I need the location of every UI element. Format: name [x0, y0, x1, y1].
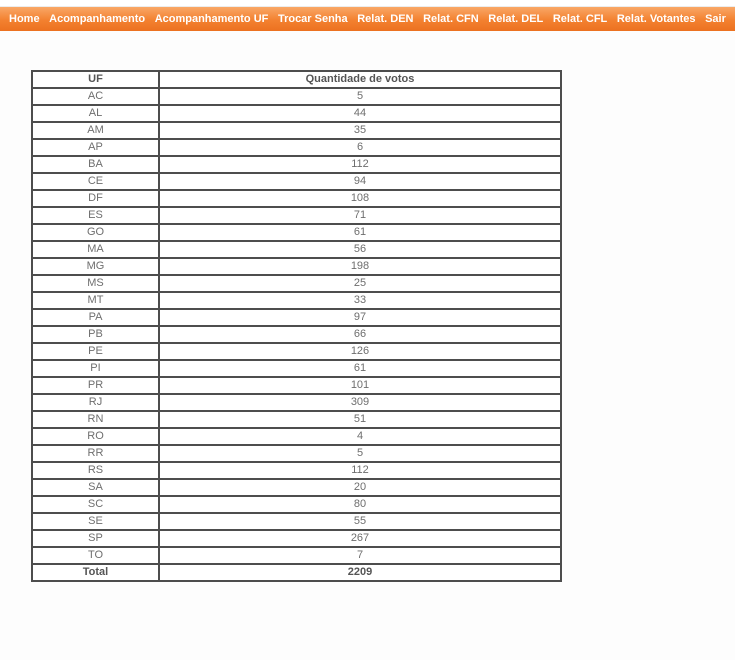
- votes-cell: 33: [159, 292, 561, 309]
- votes-cell: 6: [159, 139, 561, 156]
- uf-cell: MG: [32, 258, 159, 275]
- votes-cell: 7: [159, 547, 561, 564]
- total-value: 2209: [159, 564, 561, 581]
- nav-item-acompanhamento[interactable]: Acompanhamento: [49, 13, 146, 25]
- uf-cell: PE: [32, 343, 159, 360]
- table-row-ma: [32, 241, 561, 258]
- uf-cell: RS: [32, 462, 159, 479]
- col-header-votes: Quantidade de votos: [159, 71, 561, 88]
- table-row-pi: [32, 360, 561, 377]
- uf-cell: DF: [32, 190, 159, 207]
- nav-item-sair[interactable]: Sair: [705, 13, 726, 25]
- table-row-go: [32, 224, 561, 241]
- uf-cell: RR: [32, 445, 159, 462]
- votes-by-uf-table: [31, 70, 562, 582]
- table-row-rn: [32, 411, 561, 428]
- votes-cell: 126: [159, 343, 561, 360]
- table-row-ac: [32, 88, 561, 105]
- nav-item-trocar-senha[interactable]: Trocar Senha: [277, 13, 348, 25]
- nav-item-relat-votantes[interactable]: Relat. Votantes: [616, 13, 696, 25]
- table-row-pb: [32, 326, 561, 343]
- nav-item-relat-den[interactable]: Relat. DEN: [357, 13, 414, 25]
- col-header-uf: UF: [32, 71, 159, 88]
- top-strip: [0, 0, 735, 7]
- votes-cell: 112: [159, 156, 561, 173]
- uf-cell: PR: [32, 377, 159, 394]
- main-navbar: [0, 7, 735, 31]
- table-row-rj: [32, 394, 561, 411]
- votes-cell: 101: [159, 377, 561, 394]
- uf-cell: ES: [32, 207, 159, 224]
- votes-cell: 35: [159, 122, 561, 139]
- uf-cell: AL: [32, 105, 159, 122]
- table-row-ap: [32, 139, 561, 156]
- nav-item-relat-cfn[interactable]: Relat. CFN: [423, 13, 479, 25]
- table-row-df: [32, 190, 561, 207]
- nav-item-home[interactable]: Home: [9, 13, 40, 25]
- uf-cell: MS: [32, 275, 159, 292]
- uf-cell: BA: [32, 156, 159, 173]
- nav-item-acompanhamento-uf[interactable]: Acompanhamento UF: [154, 13, 269, 25]
- votes-cell: 66: [159, 326, 561, 343]
- votes-cell: 267: [159, 530, 561, 547]
- uf-cell: MA: [32, 241, 159, 258]
- uf-cell: CE: [32, 173, 159, 190]
- votes-cell: 20: [159, 479, 561, 496]
- votes-cell: 61: [159, 224, 561, 241]
- uf-cell: RJ: [32, 394, 159, 411]
- votes-cell: 44: [159, 105, 561, 122]
- table-row-rr: [32, 445, 561, 462]
- uf-cell: AP: [32, 139, 159, 156]
- uf-cell: SE: [32, 513, 159, 530]
- table-row-ce: [32, 173, 561, 190]
- votes-cell: 51: [159, 411, 561, 428]
- table-row-sp: [32, 530, 561, 547]
- nav-item-relat-cfl[interactable]: Relat. CFL: [552, 13, 608, 25]
- table-row-al: [32, 105, 561, 122]
- votes-cell: 56: [159, 241, 561, 258]
- table-total-row: [32, 564, 561, 581]
- uf-cell: GO: [32, 224, 159, 241]
- table-header-row: [32, 71, 561, 88]
- votes-cell: 4: [159, 428, 561, 445]
- table-row-pr: [32, 377, 561, 394]
- votes-cell: 80: [159, 496, 561, 513]
- uf-cell: SC: [32, 496, 159, 513]
- uf-cell: SP: [32, 530, 159, 547]
- uf-cell: MT: [32, 292, 159, 309]
- votes-cell: 5: [159, 88, 561, 105]
- votes-cell: 108: [159, 190, 561, 207]
- table-row-am: [32, 122, 561, 139]
- votes-cell: 112: [159, 462, 561, 479]
- votes-cell: 5: [159, 445, 561, 462]
- table-row-sc: [32, 496, 561, 513]
- nav-item-relat-del[interactable]: Relat. DEL: [488, 13, 544, 25]
- uf-cell: RO: [32, 428, 159, 445]
- uf-cell: PA: [32, 309, 159, 326]
- table-row-mg: [32, 258, 561, 275]
- table-row-mt: [32, 292, 561, 309]
- table-row-sa: [32, 479, 561, 496]
- uf-cell: SA: [32, 479, 159, 496]
- page-content: [0, 31, 735, 582]
- table-row-se: [32, 513, 561, 530]
- total-label: Total: [32, 564, 159, 581]
- table-row-ba: [32, 156, 561, 173]
- table-row-pe: [32, 343, 561, 360]
- uf-cell: AM: [32, 122, 159, 139]
- table-row-rs: [32, 462, 561, 479]
- votes-cell: 25: [159, 275, 561, 292]
- uf-cell: PI: [32, 360, 159, 377]
- table-row-pa: [32, 309, 561, 326]
- uf-cell: RN: [32, 411, 159, 428]
- table-row-to: [32, 547, 561, 564]
- votes-cell: 61: [159, 360, 561, 377]
- votes-cell: 309: [159, 394, 561, 411]
- uf-cell: TO: [32, 547, 159, 564]
- uf-cell: PB: [32, 326, 159, 343]
- table-row-ro: [32, 428, 561, 445]
- votes-cell: 198: [159, 258, 561, 275]
- votes-cell: 94: [159, 173, 561, 190]
- table-row-ms: [32, 275, 561, 292]
- votes-cell: 55: [159, 513, 561, 530]
- votes-cell: 71: [159, 207, 561, 224]
- table-row-es: [32, 207, 561, 224]
- votes-cell: 97: [159, 309, 561, 326]
- uf-cell: AC: [32, 88, 159, 105]
